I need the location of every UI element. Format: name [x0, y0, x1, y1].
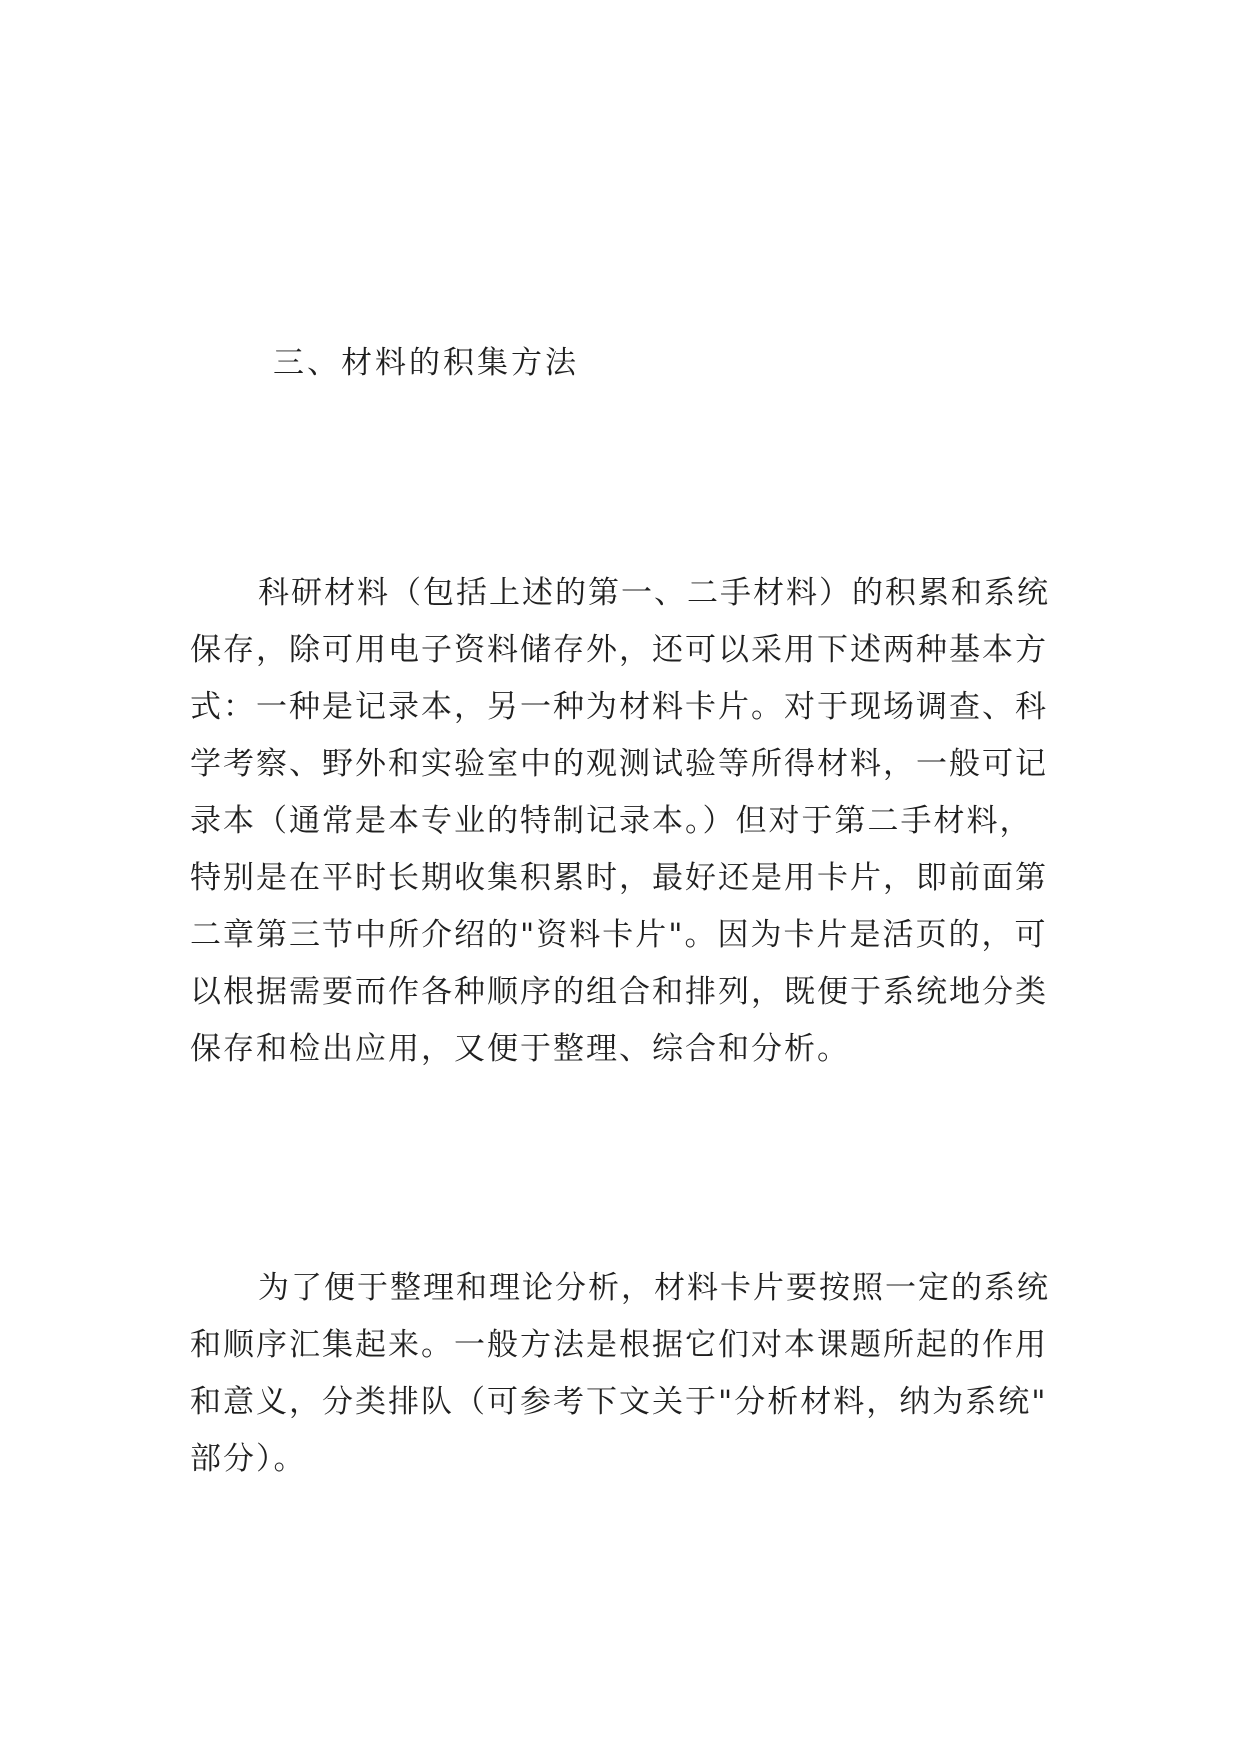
paragraph-line: 科研材料（包括上述的第一、二手材料）的积累和系统: [258, 575, 1050, 611]
paragraph-line: 和意义，分类排队（可参考下文关于"分析材料，纳为系统": [190, 1384, 1048, 1420]
paragraph-line: 以根据需要而作各种顺序的组合和排列，既便于系统地分类: [190, 974, 1048, 1010]
paragraph-line: 保存，除可用电子资料储存外，还可以采用下述两种基本方: [190, 632, 1048, 668]
paragraph-line: 学考察、野外和实验室中的观测试验等所得材料，一般可记: [190, 746, 1048, 782]
paragraph-line: 式：一种是记录本，另一种为材料卡片。对于现场调查、科: [190, 689, 1048, 725]
paragraph-card-organization: [190, 1260, 1060, 1488]
paragraph-line: 录本（通常是本专业的特制记录本。）但对于第二手材料，: [190, 803, 1033, 839]
paragraph-material-storage: [190, 565, 1060, 1078]
paragraph-line: 和顺序汇集起来。一般方法是根据它们对本课题所起的作用: [190, 1327, 1048, 1363]
section-heading: 三、材料的积集方法: [273, 345, 579, 381]
paragraph-line: 保存和检出应用，又便于整理、综合和分析。: [190, 1031, 850, 1067]
paragraph-line: 二章第三节中所介绍的"资料卡片"。因为卡片是活页的，可: [190, 917, 1048, 953]
paragraph-line: 特别是在平时长期收集积累时，最好还是用卡片，即前面第: [190, 860, 1048, 896]
paragraph-line: 为了便于整理和理论分析，材料卡片要按照一定的系统: [258, 1270, 1050, 1306]
paragraph-line: 部分）。: [190, 1441, 307, 1477]
